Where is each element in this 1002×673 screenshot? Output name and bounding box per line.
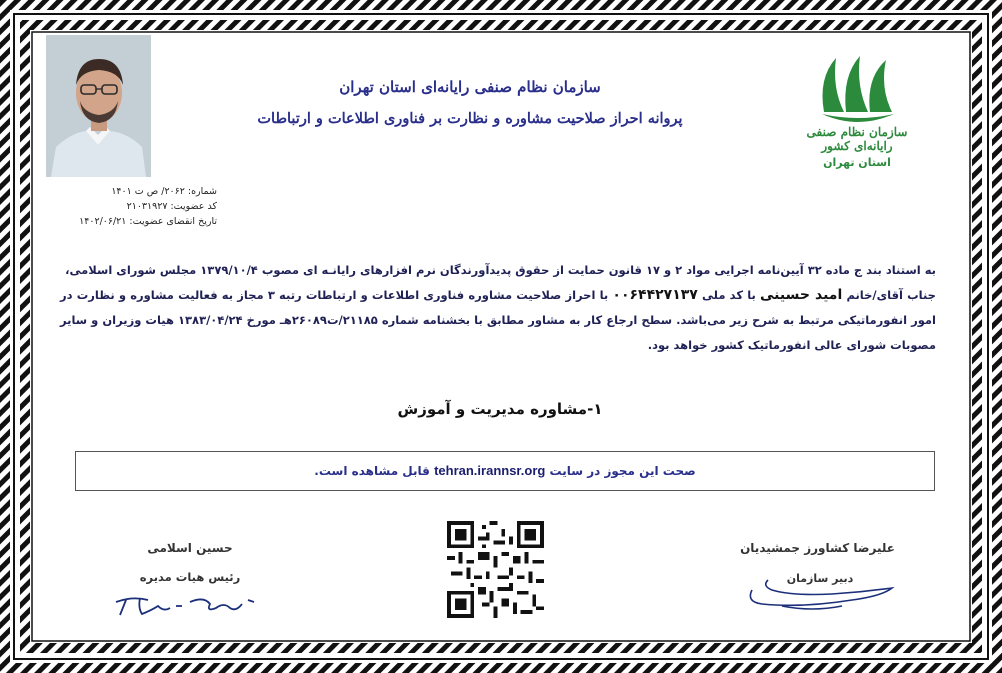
body-paragraph-2-prefix: جناب آقای/خانم xyxy=(846,288,936,302)
logo-text: سازمان نظام صنفی رایانه‌ای کشور xyxy=(806,125,908,153)
verify-site-link[interactable]: tehran.irannsr.org xyxy=(434,463,546,478)
secretary-name: علیرضا کشاورز جمشیدیان xyxy=(740,541,895,555)
national-id: ۰۰۶۴۴۲۷۱۳۷ xyxy=(612,287,698,303)
holder-name: امید حسینی xyxy=(760,287,843,303)
chairman-role: رئیس هیات مدیره xyxy=(139,570,241,584)
organization-title: سازمان نظام صنفی رایانه‌ای استان تهران xyxy=(339,78,601,96)
body-paragraph-2-mid: با کد ملی xyxy=(702,288,756,302)
certificate-meta xyxy=(62,184,217,229)
license-title: پروانه احراز صلاحیت مشاوره و نظارت بر فناوری اطلاعات و ارتباطات xyxy=(257,110,683,127)
body-paragraph-2-suffix: با احراز صلاحیت مشاوره فناوری اطلاعات و ارتباطات رتبه ۳ مجاز به فعالیت مشاوره و نظارت در امور انفورماتیکی مرتبط به شرح زیر می‌باشد. سطح ارجاع کار به مشاور مطابق با بخشنامه شماره ۲۱۱۸۵/ت۲۶۰۸۹هـ مورخ ۱۳۸۳/۰۴/۲۴ هیات وزیران و سایر مصوبات شورای عالی انفورماتیک کشور خواهد بود. xyxy=(60,288,936,352)
verify-prefix: صحت این مجوز در سایت xyxy=(549,464,696,478)
certificate-number: شماره: ۲۰۶۲/ ص ت ۱۴۰۱ xyxy=(111,186,217,197)
membership-code: کد عضویت: ۲۱۰۳۱۹۲۷ xyxy=(126,201,217,212)
certificate-body xyxy=(60,258,936,358)
qr-code-icon xyxy=(447,521,544,618)
specialty-item: ۱-مشاوره مدیریت و آموزش xyxy=(397,400,603,418)
membership-expiry: تاریخ انقضای عضویت: ۱۴۰۲/۰۶/۲۱ xyxy=(79,216,217,227)
chairman-signature-icon xyxy=(112,588,262,618)
verification-box xyxy=(75,451,935,491)
body-paragraph-1: به استناد بند ج ماده ۳۲ آیین‌نامه اجرایی مواد ۲ و ۱۷ قانون حمایت از حقوق پدیدآورندگان نرم افزارهای رایانـه ای مصوب ۱۳۷۹/۱۰/۴ مجلس شورای اسلامی، xyxy=(65,263,936,277)
chairman-name: حسین اسلامی xyxy=(147,541,233,555)
holder-photo xyxy=(46,35,151,177)
logo-subtitle: استان تهران xyxy=(823,156,891,169)
verify-suffix: قابل مشاهده است. xyxy=(314,464,430,478)
secretary-role: دبیر سازمان xyxy=(786,572,854,585)
